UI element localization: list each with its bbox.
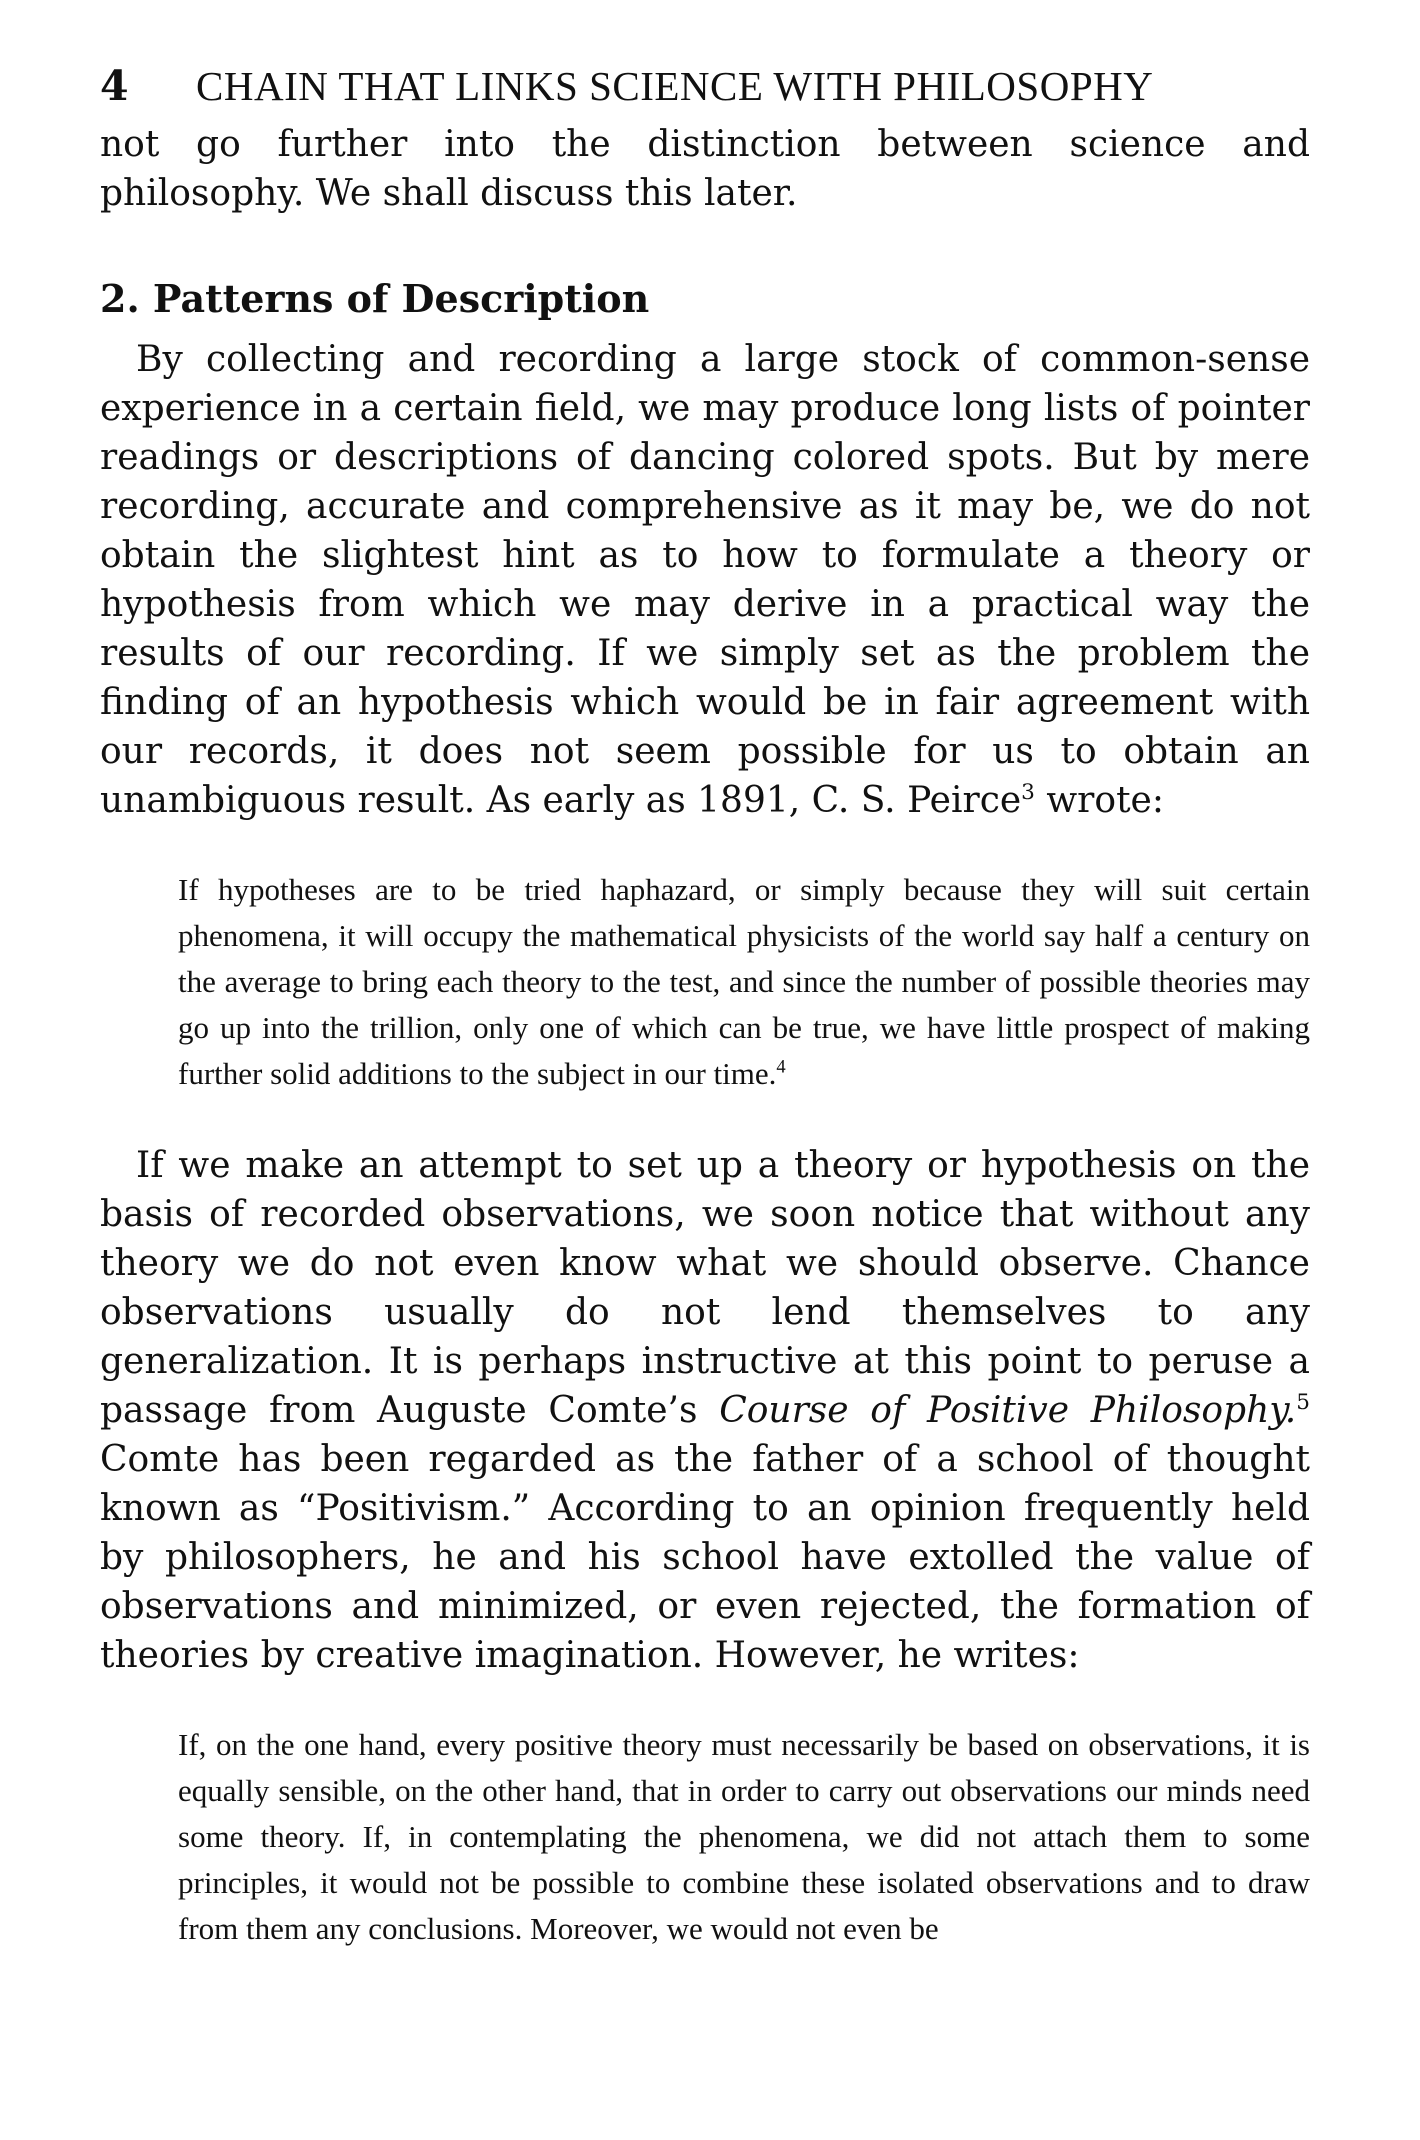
paragraph-text: By collecting and recording a large stock of common-sense experience in a certain field, we may produce long lists of pointer readings or descriptions of dancing colored spots. But by mere recording, accurate and comprehensive as it may be, we do not obtain the slightest hint as to how to formulate a theory or hypothesis from which we may derive in a practical way the results of our recording. If we simply set as the problem the finding of an hypothesis which would be in fair agreement with our records, it does not seem possible for us to obtain an unambiguous result. As early as 1891, C. S. Peirce: [100, 339, 1310, 821]
continuation-paragraph: not go further into the distinction between science and philosophy. We shall discuss this later.: [100, 124, 1310, 214]
footnote-ref-5: 5: [1296, 1390, 1311, 1415]
comte-quote: If, on the one hand, every positive theory must necessarily be based on observations, it is equally sensible, on the other hand, that in order to carry out observations our minds need some theory. If, in contemplating the phenomena, we did not attach them to some principles, it would not be possible to combine these isolated observations and to draw from them any conclusions. Moreover, we would not even be: [178, 1727, 1310, 1946]
paragraph-text-before: If we make an attempt to set up a theory or hypothesis on the basis of recorded observations, we soon notice that without any theory we do not even know what we should observe. Chance observations usually do not lend themselves to any generalization. It is perhaps instructive at this point to peruse a passage from Auguste Comte’s: [100, 1145, 1310, 1431]
section-number: 2.: [100, 276, 140, 321]
quote-text: If hypotheses are to be tried haphazard, or simply because they will suit certain phenomena, it will occupy the mathematical physicists of the world say half a century on the average to bring each theory to the test, and since the number of possible theories may go up into the trillion, only one of which can be true, we have little prospect of making further solid additions to the subject in our time.: [178, 872, 1310, 1091]
book-page: [100, 62, 1310, 1996]
section-title: Patterns of Description: [152, 276, 650, 321]
paragraph-text-after: Comte has been regarded as the father of a school of thought known as “Positivism.” According to an opinion frequently held by philosophers, he and his school have extolled the value of observations and minimized, or even rejected, the formation of theories by creative imagination. However, he writes:: [100, 1439, 1310, 1676]
paragraph-comte: [100, 1141, 1310, 1680]
section-heading: [100, 274, 1310, 323]
running-header: [100, 62, 1310, 110]
peirce-quote: [100, 867, 1310, 1097]
page-number: 4: [100, 62, 130, 110]
paragraph-tail: wrote:: [1034, 780, 1164, 821]
paragraph-patterns: [100, 335, 1310, 825]
book-title: Course of Positive Philosophy.: [719, 1390, 1297, 1431]
running-title: CHAIN THAT LINKS SCIENCE WITH PHILOSOPHY: [196, 63, 1154, 109]
footnote-ref-3: 3: [1021, 780, 1035, 805]
footnote-ref-4: 4: [776, 1056, 786, 1078]
